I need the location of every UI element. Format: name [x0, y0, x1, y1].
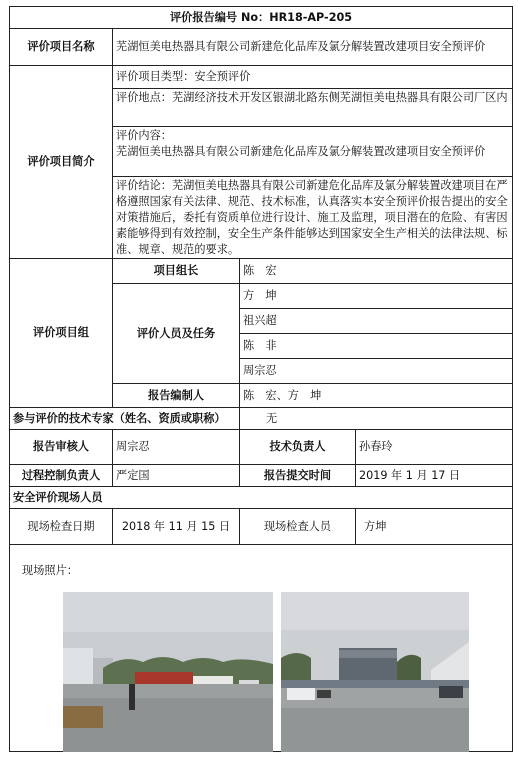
- tech-lead-value: 孙春玲: [356, 430, 513, 465]
- intro-cell: [113, 66, 513, 259]
- report-no-row: [10, 7, 513, 29]
- members-label: 评价人员及任务: [113, 284, 240, 384]
- reviewer-value: 周宗忍: [113, 430, 240, 465]
- leader-label: 项目组长: [113, 259, 240, 284]
- group-label: 评价项目组: [10, 259, 113, 408]
- project-name-row: [10, 29, 513, 66]
- site-staff-label: 安全评价现场人员: [10, 487, 513, 509]
- site-date-value: 2018 年 11 月 15 日: [113, 509, 240, 545]
- reviewer-row: [10, 430, 513, 465]
- submit-date-value: 2019 年 1 月 17 日: [356, 465, 513, 487]
- report-number: [10, 7, 513, 29]
- project-name-label: 评价项目名称: [10, 29, 113, 66]
- member-item: 方 坤: [240, 284, 513, 309]
- compiler-value: 陈 宏、方 坤: [240, 384, 513, 408]
- member-item: 陈 非: [240, 334, 513, 359]
- site-date-label: 现场检查日期: [10, 509, 113, 545]
- intro-type: 评价项目类型：安全预评价: [113, 66, 512, 89]
- intro-row: [10, 66, 513, 259]
- photos-label: 现场照片：: [22, 564, 78, 577]
- report-no-value: HR18-AP-205: [269, 10, 353, 24]
- intro-content: [113, 127, 512, 177]
- process-lead-label: 过程控制负责人: [10, 465, 113, 487]
- experts-label: 参与评价的技术专家（姓名、资质或职称）: [10, 408, 240, 430]
- experts-row: [10, 408, 513, 430]
- tech-lead-label: 技术负责人: [240, 430, 356, 465]
- member-item: 祖兴超: [240, 309, 513, 334]
- intro-location: 评价地点：芜湖经济技术开发区银湖北路东侧芜湖恒美电热器具有限公司厂区内: [113, 89, 512, 127]
- site-photo-2: [281, 592, 469, 752]
- site-inspector-value: 方坤: [356, 509, 513, 545]
- compiler-label: 报告编制人: [113, 384, 240, 408]
- process-row: [10, 465, 513, 487]
- leader-row: [10, 259, 513, 284]
- report-no-label: 评价报告编号 No：: [169, 10, 270, 24]
- intro-conclusion: 评价结论：芜湖恒美电热器具有限公司新建危化品库及氯分解装置改建项目在严格遵照国家有关法律、规范、技术标准，认真落实本安全预评价报告提出的安全对策措施后，委托有资质单位进行设计、施工及监理，项目潜在的危险、有害因素能够得到有效控制，安全生产条件能够达到国家安全生产相关的法律法规、标准、规章、规范的要求。: [116, 179, 508, 256]
- site-staff-row: [10, 487, 513, 509]
- intro-content-label: 评价内容：: [116, 129, 172, 142]
- project-name-value: 芜湖恒美电热器具有限公司新建危化品库及氯分解装置改建项目安全预评价: [113, 29, 513, 66]
- leader-value: 陈 宏: [240, 259, 513, 284]
- intro-label: 评价项目简介: [10, 66, 113, 259]
- submit-date-label: 报告提交时间: [240, 465, 356, 487]
- site-inspector-label: 现场检查人员: [240, 509, 356, 545]
- experts-value: 无: [240, 408, 513, 430]
- reviewer-label: 报告审核人: [10, 430, 113, 465]
- site-check-row: [10, 509, 513, 545]
- intro-content-value: 芜湖恒美电热器具有限公司新建危化品库及氯分解装置改建项目安全预评价: [116, 145, 486, 158]
- process-lead-value: 严定国: [113, 465, 240, 487]
- site-photo-1: [63, 592, 273, 752]
- member-item: 周宗忍: [240, 359, 513, 384]
